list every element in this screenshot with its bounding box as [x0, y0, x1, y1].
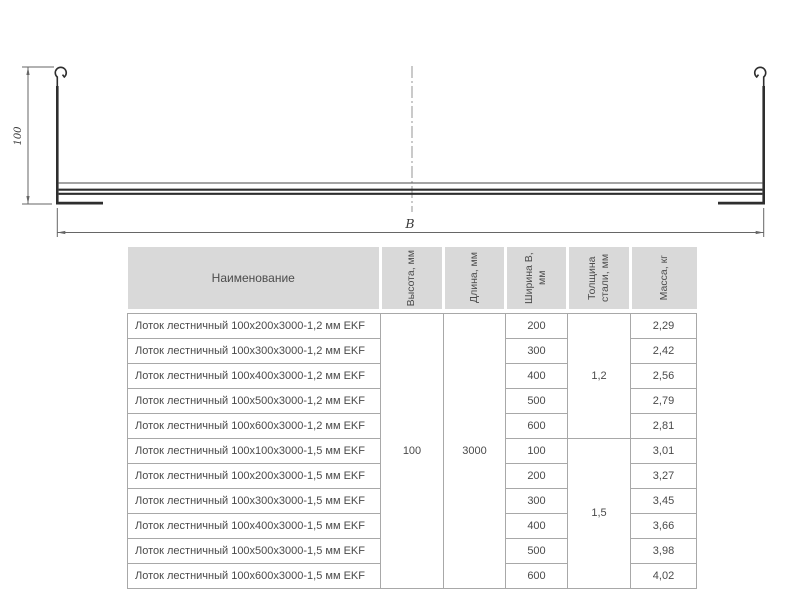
cell-name: Лоток лестничный 100х500х3000-1,2 мм EKF [128, 388, 381, 413]
cell-mass: 2,56 [631, 363, 697, 388]
cell-name: Лоток лестничный 100х200х3000-1,5 мм EKF [128, 463, 381, 488]
cell-thickness-group-2: 1,5 [568, 438, 631, 588]
cell-mass: 2,81 [631, 413, 697, 438]
left-hook [55, 67, 66, 88]
cell-name: Лоток лестничный 100х600х3000-1,2 мм EKF [128, 413, 381, 438]
cell-thickness-group-1: 1,2 [568, 313, 631, 438]
cell-mass: 4,02 [631, 563, 697, 588]
spec-table [127, 247, 697, 589]
cell-mass: 2,29 [631, 313, 697, 338]
cell-width: 500 [506, 538, 568, 563]
col-header-thickness-label: Толщина стали, мм [585, 253, 611, 303]
cell-name: Лоток лестничный 100х100х3000-1,5 мм EKF [128, 438, 381, 463]
cell-name: Лоток лестничный 100х300х3000-1,2 мм EKF [128, 338, 381, 363]
cell-shared-length: 3000 [444, 313, 506, 588]
col-header-width [506, 247, 568, 309]
cell-name: Лоток лестничный 100х500х3000-1,5 мм EKF [128, 538, 381, 563]
col-header-height [381, 247, 444, 309]
width-arrow-right [756, 231, 764, 234]
right-hook [755, 67, 766, 88]
cell-mass: 3,27 [631, 463, 697, 488]
spec-table-container [127, 247, 697, 589]
cell-name: Лоток лестничный 100х400х3000-1,2 мм EKF [128, 363, 381, 388]
col-header-name: Наименование [128, 247, 381, 309]
cell-name: Лоток лестничный 100х300х3000-1,5 мм EKF [128, 488, 381, 513]
cell-mass: 3,01 [631, 438, 697, 463]
tray-cross-section-drawing [0, 0, 800, 250]
col-header-length-label: Длина, мм [467, 252, 480, 304]
cell-shared-height: 100 [381, 313, 444, 588]
cell-mass: 2,42 [631, 338, 697, 363]
cell-width: 200 [506, 463, 568, 488]
header-row [128, 247, 697, 309]
cell-mass: 3,66 [631, 513, 697, 538]
cell-width: 300 [506, 338, 568, 363]
cell-width: 600 [506, 563, 568, 588]
width-arrow-left [57, 231, 65, 234]
col-header-mass [631, 247, 697, 309]
cell-name: Лоток лестничный 100х400х3000-1,5 мм EKF [128, 513, 381, 538]
cell-name: Лоток лестничный 100х600х3000-1,5 мм EKF [128, 563, 381, 588]
width-dimension-label: B [405, 216, 415, 231]
cell-mass: 3,45 [631, 488, 697, 513]
cell-width: 300 [506, 488, 568, 513]
cell-width: 500 [506, 388, 568, 413]
cell-width: 600 [506, 413, 568, 438]
height-dimension [22, 67, 54, 204]
height-arrow-bottom [26, 196, 29, 204]
height-arrow-top [26, 67, 29, 75]
cell-mass: 2,79 [631, 388, 697, 413]
col-header-height-label: Высота, мм [405, 249, 418, 307]
col-header-mass-label: Масса, кг [657, 255, 670, 301]
height-dimension-label: 100 [13, 126, 24, 146]
cell-width: 200 [506, 313, 568, 338]
cell-width: 100 [506, 438, 568, 463]
cell-width: 400 [506, 363, 568, 388]
col-header-thickness [568, 247, 631, 309]
cell-width: 400 [506, 513, 568, 538]
cell-name: Лоток лестничный 100х200х3000-1,2 мм EKF [128, 313, 381, 338]
cell-mass: 3,98 [631, 538, 697, 563]
table-row [128, 313, 697, 338]
tray-profile [55, 67, 765, 204]
col-header-length [444, 247, 506, 309]
col-header-width-label: Ширина В, мм [523, 252, 549, 304]
